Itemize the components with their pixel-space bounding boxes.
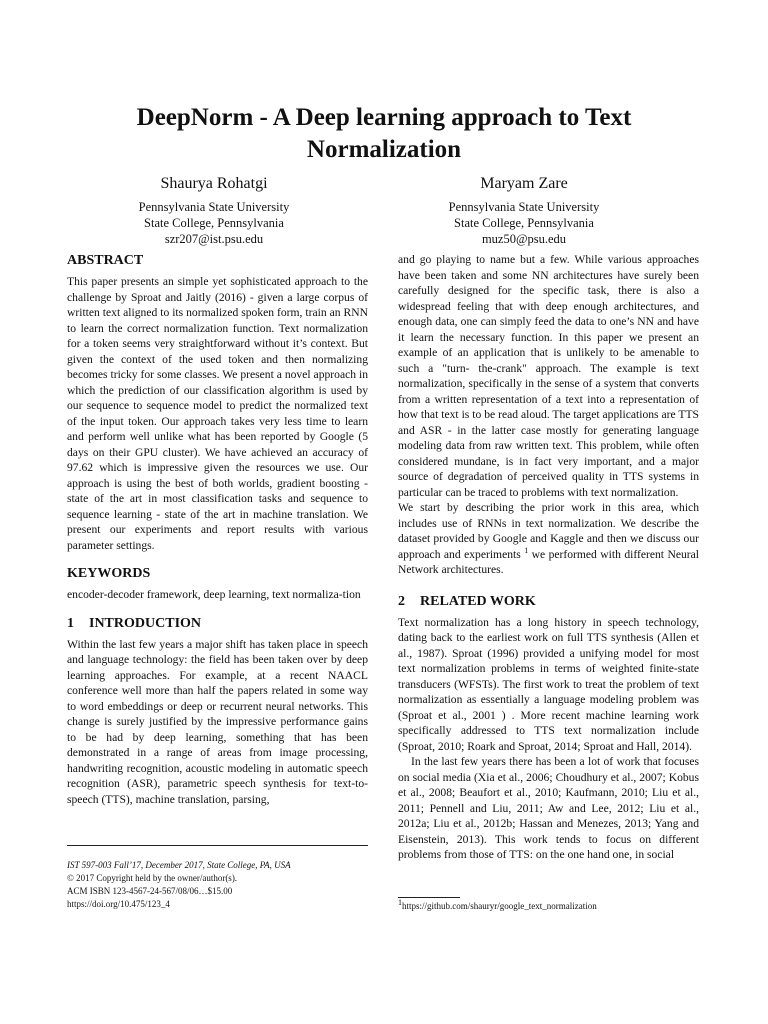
author-email: szr207@ist.psu.edu [164, 232, 264, 246]
intro-para-part-b: we performed with different Neural Network architectures. [398, 547, 699, 576]
section-title: RELATED WORK [420, 593, 536, 609]
section-title: INTRODUCTION [89, 615, 202, 631]
related-work-heading [398, 593, 699, 611]
footnote-reference: 1 [524, 545, 529, 555]
introduction-text-right: and go playing to name but a few. While various approaches have been taken and some NN architectures have surely been carefully designed for the specific task, there is also a widespread feeling that with deep enough architectures, and enough data, one can simply feed the data to one’s NN and have it learn the necessary function. In this paper we present an example of an application that is unlikely to be amenable to such a "turn- the-crank" approach. The example is text normalization, specifically in the sense of a system that converts from a written representation of a text into a representation of how that text is to be read aloud. The target applications are TTS and ASR - in the latter case mostly for generating language modeling data from raw written text. This problem, while often considered mundane, is in fact very important, and a major source of degradation of perceived quality in TTS systems in particular can be traced to problems with text normalization. [398, 253, 699, 499]
author-location: State College, Pennsylvania [454, 216, 594, 230]
author-affiliation: Pennsylvania State University [138, 200, 290, 214]
author-block-1 [64, 175, 364, 247]
venue-line: IST 597-003 Fall’17, December 2017, State College, PA, USA [67, 860, 291, 870]
related-work-para-2: In the last few years there has been a lot of work that focuses on social media (Xia et al., 2006; Choudhury et al., 2007; Kobus et al., 2008; Beaufort et al., 2010; Kaufmann, 2010; Liu et al., 2011; Pennell and Liu, 2011; Aw and Lee, 2012; Liu et al., 2012a; Liu et al., 2012b; Hassan and Menezes, 2013; Yang and Eisenstein, 2013). This work tends to focus on different problems from those of TTS: on the one hand one, in social [398, 755, 699, 861]
left-column [67, 252, 368, 807]
keywords-heading: KEYWORDS [67, 566, 151, 581]
footer-divider [67, 845, 368, 846]
footnote-divider [398, 897, 460, 898]
isbn-line: ACM ISBN 123-4567-24-567/08/06…$15.00 [67, 886, 233, 896]
abstract-text: This paper presents an simple yet sophisticated approach to the challenge by Sproat and Jaitly (2016) - given a large corpus of written text aligned to its normalized spoken form, train an RNN to learn the correct normalization function. Text normalization for a token seems very straightforward without it’s context. But given the context of the used token and then normalizing becomes tricky for some classes. We present a novel approach in which the prediction of our classification algorithm is used by our sequence to sequence model to predict the normalized text of the input token. Our approach takes very less time to learn and perform well unlike what has been reported by Google (5 days on their GPU cluster). We have achieved an accuracy of 97.62 which is impressive given the resources we use. Our approach is using the best of both worlds, gradient boosting - state of the art in most classification tasks and sequence to sequence learning - state of the art in machine translation. We present our experiments and report results with various parameter settings. [67, 275, 368, 552]
abstract-heading: ABSTRACT [67, 253, 144, 268]
doi-link[interactable]: https://doi.org/10.475/123_4 [67, 899, 170, 909]
paper-title: DeepNorm - A Deep learning approach to Text Normalization [136, 104, 632, 163]
right-column [398, 252, 699, 863]
author-location: State College, Pennsylvania [144, 216, 284, 230]
section-number: 1 [67, 615, 74, 631]
footnote [398, 900, 699, 912]
publication-footer [67, 859, 368, 911]
copyright-line: © 2017 Copyright held by the owner/author(s). [67, 873, 238, 883]
author-block-2 [374, 175, 674, 247]
author-name: Maryam Zare [480, 175, 568, 192]
intro-para-part-a: We start by describing the prior work in this area, which includes use of RNNs in text normalization. We describe the dataset provided by Google and Kaggle and then we discuss our approach and experiments [398, 501, 699, 561]
related-work-para-1: Text normalization has a long history in speech technology, dating back to the earliest work on full TTS synthesis (Allen et al., 1987). Sproat (1996) provided a unifying model for most text normalization problems in terms of weighted finite-state transducers (WFSTs). The first work to treat the problem of text normalization as essentially a language modeling problem was (Sproat et al., 2001 ) . More recent machine learning work specifically addressed to TTS text normalization include (Sproat, 2010; Roark and Sproat, 2014; Sproat and Hall, 2014). [398, 615, 699, 753]
footnote-url[interactable]: https://github.com/shauryr/google_text_normalization [402, 901, 597, 911]
keywords-text: encoder-decoder framework, deep learning, text normaliza-tion [67, 588, 361, 601]
section-number: 2 [398, 593, 405, 609]
footnote-mark: 1 [398, 898, 402, 907]
introduction-heading [67, 615, 368, 633]
author-name: Shaurya Rohatgi [160, 175, 268, 192]
introduction-text-left: Within the last few years a major shift has taken place in speech and language technology: the field has been taken over by deep learning approaches. For example, at a recent NAACL conference well more than half the papers related in some way to word embeddings or deep or recurrent neural networks. This change is surely justified by the impressive performance gains to be had by deep learning, something that has been demonstrated in a range of areas from image processing, handwriting recognition, acoustic modeling in automatic speech recognition (ASR), parametric speech synthesis for text-to-speech (TTS), machine translation, parsing, [67, 637, 368, 806]
author-email: muz50@psu.edu [481, 232, 567, 246]
introduction-text-right-2 [398, 500, 699, 578]
author-affiliation: Pennsylvania State University [448, 200, 600, 214]
